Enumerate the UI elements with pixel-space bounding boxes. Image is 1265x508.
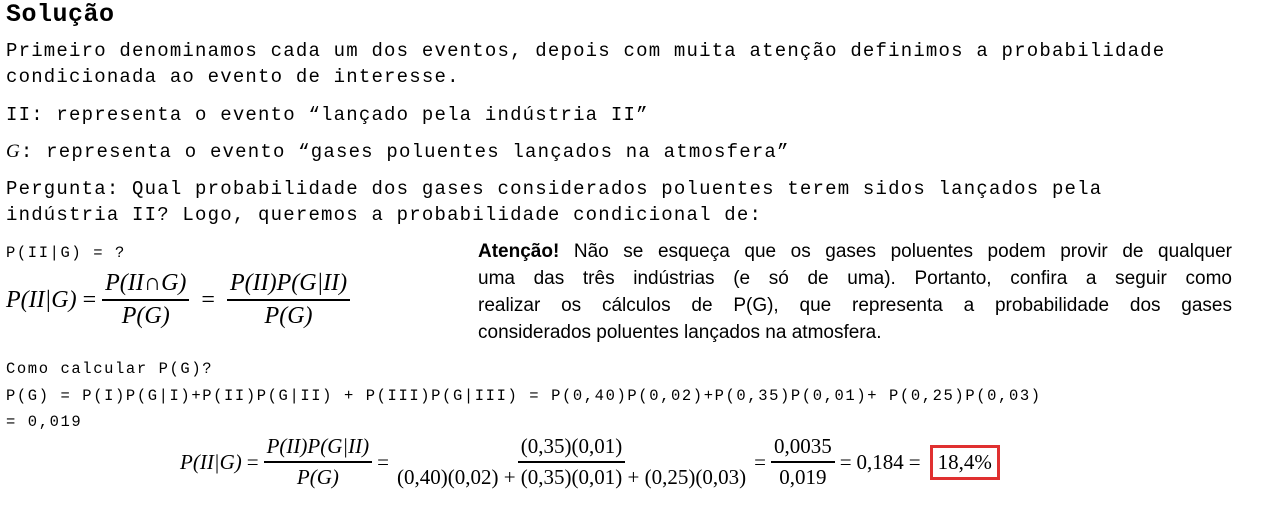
formula1-fraction-2 xyxy=(227,270,350,330)
formula2-fraction-3 xyxy=(771,434,835,490)
intro-line-1: Primeiro denominamos cada um dos eventos, depois com muita atenção definimos a probabilidade xyxy=(6,40,1166,62)
question-line-1: Pergunta: Qual probabilidade dos gases considerados poluentes terem sidos lançados pela xyxy=(6,178,1103,200)
formula2-frac2-denominator: (0,40)(0,02) + (0,35)(0,01) + (0,25)(0,03) xyxy=(396,465,747,489)
section-title: Solução xyxy=(6,0,115,29)
formula2-frac3-numerator: 0,0035 xyxy=(771,434,835,463)
formula1-frac2-numerator: P(II)P(G|II) xyxy=(227,270,350,301)
note-line-1: Atenção! Não se esqueça que os gases poluentes podem provir de qualquer xyxy=(478,241,1232,262)
event-g-symbol: G xyxy=(6,141,21,162)
formula1-frac1-numerator: P(II∩G) xyxy=(102,270,189,301)
formula1-fraction-1 xyxy=(102,270,189,330)
calc-line-2: = 0,019 xyxy=(6,413,83,431)
formula2-frac2-numerator: (0,35)(0,01) xyxy=(518,434,625,463)
formula2-equals-5: = xyxy=(908,449,921,474)
result-highlight-box: 18,4% xyxy=(930,445,1000,480)
formula2-fraction-2 xyxy=(394,434,749,490)
formula1-frac2-denominator: P(G) xyxy=(264,303,313,329)
formula1-frac1-denominator: P(G) xyxy=(121,303,170,329)
event-g-definition xyxy=(6,141,790,163)
query-line: P(II|G) = ? xyxy=(6,244,126,262)
calc-line-1: P(G) = P(I)P(G|I)+P(II)P(G|II) + P(III)P(G|III) = P(0,40)P(0,02)+P(0,35)P(0,01)+ P(0,25)P(0,03) xyxy=(6,387,1042,405)
formula2-lhs: P(II|G) xyxy=(180,449,242,474)
formula2-equals-3: = xyxy=(754,449,766,474)
note-line-3: realizar os cálculos de P(G), que representa a probabilidade dos gases xyxy=(478,295,1232,316)
bayes-formula xyxy=(6,270,350,330)
formula2-equals-2: = xyxy=(377,449,389,474)
event-ii-definition: II: representa o evento “lançado pela indústria II” xyxy=(6,104,649,126)
formula1-equals-1: = xyxy=(82,286,97,313)
formula1-lhs: P(II|G) xyxy=(6,286,77,313)
formula2-equals-4: = xyxy=(839,449,852,474)
attention-note xyxy=(478,238,1232,346)
final-computation xyxy=(180,434,1000,490)
question-line-2: indústria II? Logo, queremos a probabilidade condicional de: xyxy=(6,204,763,226)
note-bold-label: Atenção! xyxy=(478,241,560,262)
formula1-equals-2: = xyxy=(201,286,215,313)
formula2-fraction-1 xyxy=(264,434,373,490)
formula2-equals-1: = xyxy=(246,449,259,474)
formula2-frac1-numerator: P(II)P(G|II) xyxy=(264,434,373,463)
formula2-frac3-denominator: 0,019 xyxy=(779,465,827,489)
note-line-4: considerados poluentes lançados na atmosfera. xyxy=(478,322,882,343)
formula2-decimal: 0,184 xyxy=(856,449,904,474)
event-g-text: : representa o evento “gases poluentes lançados na atmosfera” xyxy=(20,141,790,163)
calc-heading: Como calcular P(G)? xyxy=(6,360,214,378)
formula2-frac1-denominator: P(G) xyxy=(296,465,339,489)
intro-line-2: condicionada ao evento de interesse. xyxy=(6,66,460,88)
note-line-2: uma das três indústrias (e só de uma). Portanto, confira a seguir como xyxy=(478,268,1232,289)
